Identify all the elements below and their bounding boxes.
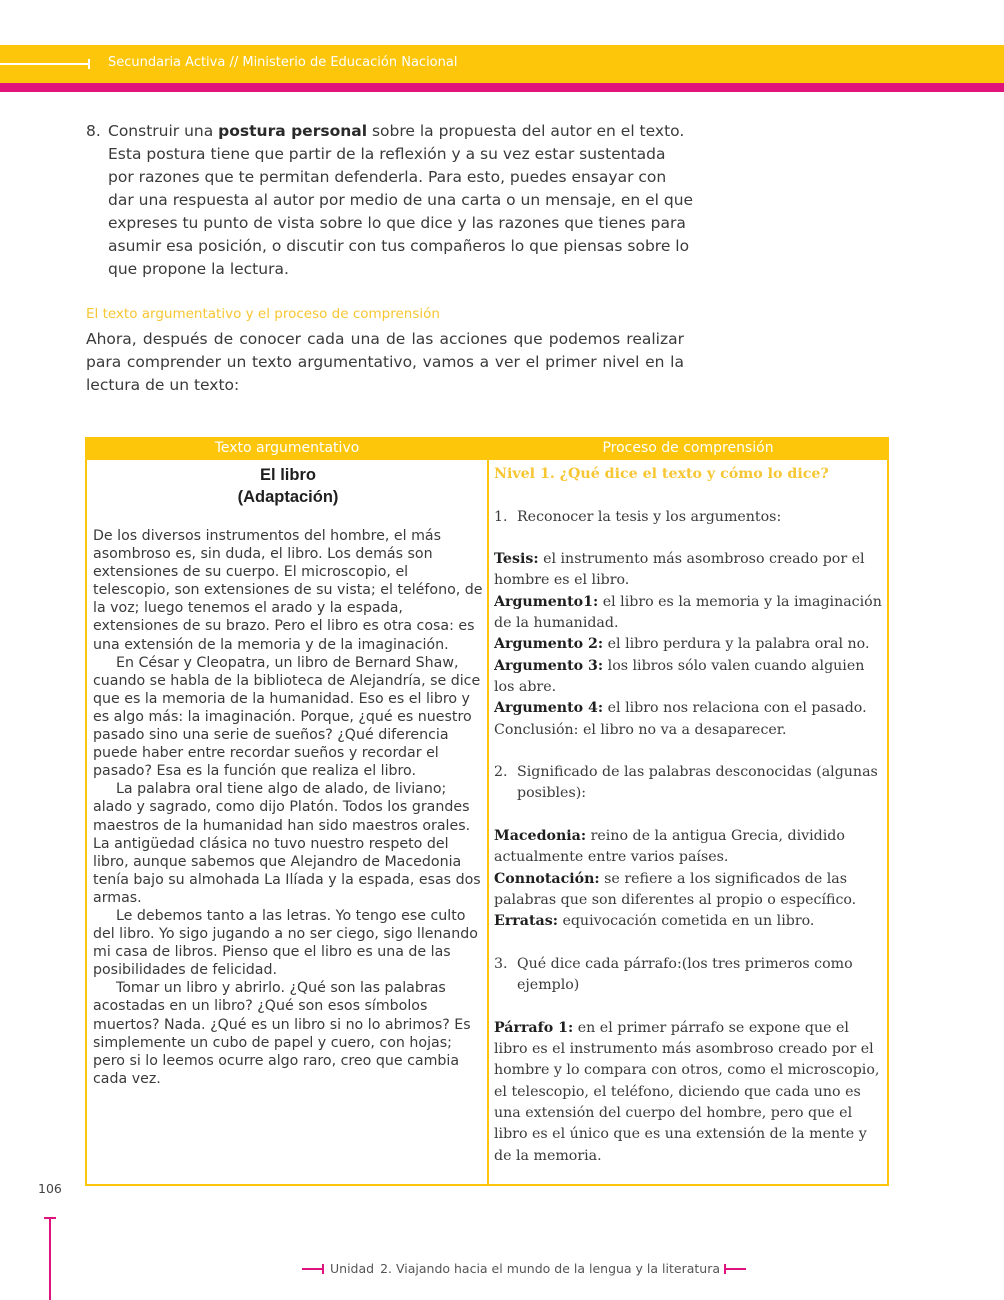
- table-cell-text: [93, 464, 483, 1088]
- table-header-left: Texto argumentativo: [214, 440, 360, 456]
- term-label: Erratas:: [494, 913, 558, 930]
- item-number: 8.: [86, 122, 101, 140]
- term-text: el instrumento más asombroso creado por el hombre es el libro.: [494, 551, 865, 589]
- list-number: 2.: [494, 764, 508, 781]
- section-title: El texto argumentativo y el proceso de comprensión: [86, 306, 440, 322]
- list-number: 3.: [494, 955, 508, 972]
- glossary-line: [494, 869, 886, 912]
- reading-body: [93, 527, 483, 1088]
- glossary-line: [494, 911, 886, 932]
- list-item: [494, 954, 886, 997]
- term-label: Argumento 3:: [494, 657, 604, 674]
- footer-rule-left: [302, 1268, 324, 1270]
- item-text-pre: Construir una: [108, 122, 219, 140]
- list-item: [494, 507, 886, 528]
- argument-line: [494, 698, 886, 719]
- term-text: el libro nos relaciona con el pasado.: [603, 700, 867, 717]
- reading-subtitle: (Adaptación): [237, 488, 339, 506]
- term-label: Tesis:: [494, 551, 539, 568]
- table-cell-comprehension: [494, 464, 886, 1167]
- item-body: [108, 120, 696, 281]
- reading-paragraph: En César y Cleopatra, un libro de Bernard Shaw, cuando se habla de la biblioteca de Alejandría, se dice que es la memoria de la humanidad. Eso es el libro y es algo más: la imaginación. Porque, ¿qué es nuestro pasado sino una serie de sueños? ¿Qué diferencia puede haber entre recordar sueños y recordar el pasado? Esa es la función que realiza el libro.: [93, 654, 481, 780]
- term-label: Argumento 2:: [494, 636, 604, 653]
- term-label: Párrafo 1:: [494, 1019, 574, 1036]
- footer-rule-right: [724, 1268, 746, 1270]
- level-heading: Nivel 1. ¿Qué dice el texto y cómo lo dice?: [494, 466, 829, 482]
- term-text: el libro es la memoria y la imaginación de la humanidad.: [494, 593, 882, 632]
- term-text: equivocación cometida en un libro.: [557, 913, 815, 930]
- term-text: reino de la antigua Grecia, dividido actualmente entre varios países.: [494, 828, 845, 866]
- term-text: en el primer párrafo se expone que el libro es el instrumento más asombroso creado por el hombre y lo compara con otros, como el microscopio, el telescopio, el teléfono, diciendo que cada uno es una extensión del cuerpo del hombre, pero que el libro es el único que es una extensión de la mente y de la memoria.: [494, 1019, 880, 1164]
- argument-line: [494, 592, 886, 635]
- term-label: Argumento 4:: [494, 700, 604, 717]
- argument-line: [494, 656, 886, 699]
- comparison-table: [85, 437, 889, 1186]
- paragraph-summary: [494, 1018, 886, 1167]
- reading-paragraph: De los diversos instrumentos del hombre, el más asombroso es, sin duda, el libro. Los demás son extensiones de su cuerpo. El microscopio, el telescopio, son extensiones de su vista; el teléfono, de la voz; luego tenemos el arado y la espada, extensiones de su brazo. Pero el libro es otra cosa: es una extensión de la memoria y de la imaginación.: [93, 528, 483, 653]
- list-text: Qué dice cada párrafo:(los tres primeros como ejemplo): [517, 955, 853, 994]
- term-text: los libros sólo valen cuando alguien los abre.: [494, 657, 865, 695]
- term-label: Macedonia:: [494, 828, 587, 845]
- item-text-bold: postura personal: [218, 122, 368, 140]
- list-text: Significado de las palabras desconocidas (algunas posibles):: [517, 764, 878, 802]
- glossary-line: [494, 826, 886, 869]
- margin-rule: [49, 1217, 51, 1300]
- thesis-line: [494, 549, 886, 592]
- section-intro: Ahora, después de conocer cada una de las acciones que podemos realizar para comprender un texto argumentativo, vamos a ver el primer nivel en la lectura de un texto:: [86, 330, 684, 394]
- footer-unit-title: 2. Viajando hacia el mundo de la lengua y la literatura: [380, 1261, 720, 1276]
- footer-unit-label: Unidad: [330, 1261, 375, 1276]
- header-rule: [0, 63, 90, 65]
- header-accent-stripe: [0, 83, 1004, 92]
- list-text: Reconocer la tesis y los argumentos:: [517, 508, 782, 525]
- term-label: Argumento1:: [494, 593, 599, 610]
- reading-title: El libro: [260, 466, 316, 484]
- footer-unit: [302, 1261, 746, 1276]
- activity-item-8: [86, 120, 696, 281]
- argument-line: [494, 634, 886, 655]
- header-rule-cap: [88, 59, 90, 69]
- term-text: se refiere a los significados de las palabras que son diferentes al propio o específico.: [494, 870, 857, 908]
- page-number: 106: [38, 1181, 62, 1196]
- term-label: Connotación:: [494, 870, 600, 887]
- reading-paragraph: Tomar un libro y abrirlo. ¿Qué son las palabras acostadas en un libro? ¿Qué son esos símbolos muertos? Nada. ¿Qué es un libro si no lo abrimos? Es simplemente un cubo de papel y cuero, con hojas; pero si lo leemos ocurre algo raro, creo que cambia cada vez.: [93, 980, 471, 1087]
- reading-paragraph: La palabra oral tiene algo de alado, de liviano; alado y sagrado, como dijo Platón. Todos los grandes maestros de la humanidad han sido maestros orales. La antigüedad clásica no tuvo nuestro respeto del libro, aunque sabemos que Alejandro de Macedonia tenía bajo su almohada La Ilíada y la espada, esas dos armas.: [93, 781, 481, 906]
- table-column-divider: [487, 439, 489, 1184]
- reading-paragraph: Le debemos tanto a las letras. Yo tengo ese culto del libro. Yo sigo jugando a no ser ciego, sigo llenando mi casa de libros. Pienso que el libro es una de las posibilidades de felicidad.: [93, 907, 478, 979]
- table-header-right: Proceso de comprensión: [602, 440, 774, 456]
- list-item: [494, 762, 886, 805]
- list-number: 1.: [494, 508, 508, 525]
- term-text: el libro perdura y la palabra oral no.: [603, 636, 870, 653]
- item-text-post: sobre la propuesta del autor en el texto. Esta postura tiene que partir de la reflexión y a su vez estar sustentada por razones que te permitan defenderla. Para esto, puedes ensayar con dar una respuesta al autor por medio de una carta o un mensaje, en el que expreses tu punto de vista sobre lo que dice y las razones que tienes para asumir esa posición, o discutir con tus compañeros lo que piensas sobre lo que propone la lectura.: [108, 122, 694, 278]
- conclusion-line: Conclusión: el libro no va a desaparecer.: [494, 721, 787, 738]
- header-title: Secundaria Activa // Ministerio de Educación Nacional: [108, 55, 458, 70]
